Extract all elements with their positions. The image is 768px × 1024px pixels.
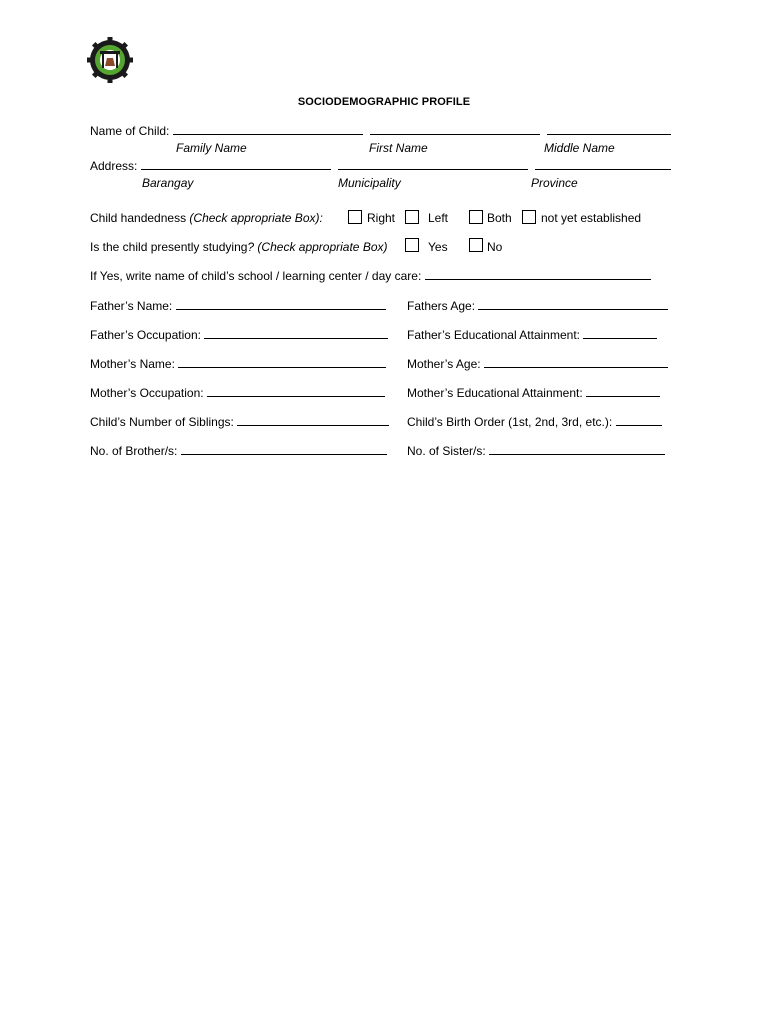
fathers-name-line[interactable] bbox=[176, 299, 386, 310]
fathers-age-line[interactable] bbox=[478, 299, 668, 310]
handedness-label-group bbox=[90, 211, 323, 225]
option-left-label: Left bbox=[428, 211, 449, 225]
fathers-occupation-row bbox=[90, 328, 388, 342]
birth-order-line[interactable] bbox=[616, 415, 662, 426]
checkbox-not-established[interactable] bbox=[522, 210, 536, 224]
mothers-education-label: Mother’s Educational Attainment: bbox=[407, 386, 583, 400]
fathers-age-row bbox=[407, 299, 668, 313]
mothers-age-label: Mother’s Age: bbox=[407, 357, 481, 371]
checkbox-right[interactable] bbox=[348, 210, 362, 224]
first-name-line[interactable] bbox=[370, 124, 540, 135]
family-name-line[interactable] bbox=[173, 124, 363, 135]
municipality-line[interactable] bbox=[338, 159, 528, 170]
handedness-label: Child handedness bbox=[90, 211, 187, 225]
brothers-line[interactable] bbox=[181, 444, 387, 455]
mothers-name-label: Mother’s Name: bbox=[90, 357, 175, 371]
fathers-education-row bbox=[407, 328, 657, 342]
siblings-row bbox=[90, 415, 389, 429]
middle-name-line[interactable] bbox=[547, 124, 671, 135]
barangay-line[interactable] bbox=[141, 159, 331, 170]
studying-hint: ? (Check appropriate Box) bbox=[247, 240, 388, 254]
page-title: SOCIODEMOGRAPHIC PROFILE bbox=[297, 96, 471, 108]
fathers-education-label: Father’s Educational Attainment: bbox=[407, 328, 580, 342]
address-row bbox=[90, 159, 671, 173]
barangay-caption: Barangay bbox=[142, 176, 194, 190]
school-line[interactable] bbox=[425, 269, 651, 280]
fathers-name-row bbox=[90, 299, 386, 313]
mothers-education-row bbox=[407, 386, 660, 400]
brothers-label: No. of Brother/s: bbox=[90, 444, 178, 458]
checkbox-yes[interactable] bbox=[405, 238, 419, 252]
sisters-row bbox=[407, 444, 665, 458]
checkbox-both[interactable] bbox=[469, 210, 483, 224]
option-yes-label: Yes bbox=[428, 240, 448, 254]
checkbox-no[interactable] bbox=[469, 238, 483, 252]
province-line[interactable] bbox=[535, 159, 671, 170]
option-right-label: Right bbox=[367, 211, 396, 225]
mothers-occupation-line[interactable] bbox=[207, 386, 385, 397]
municipality-caption: Municipality bbox=[338, 176, 401, 190]
mothers-occupation-label: Mother’s Occupation: bbox=[90, 386, 204, 400]
mothers-education-line[interactable] bbox=[586, 386, 660, 397]
siblings-line[interactable] bbox=[237, 415, 389, 426]
mothers-occupation-row bbox=[90, 386, 385, 400]
studying-label-group bbox=[90, 240, 388, 254]
school-row bbox=[90, 269, 651, 283]
option-both-label: Both bbox=[487, 211, 512, 225]
studying-label: Is the child presently studying bbox=[90, 240, 248, 254]
address-label: Address: bbox=[90, 159, 138, 173]
fathers-occupation-label: Father’s Occupation: bbox=[90, 328, 201, 342]
province-caption: Province bbox=[531, 176, 578, 190]
fathers-occupation-line[interactable] bbox=[204, 328, 388, 339]
handedness-hint: (Check appropriate Box): bbox=[189, 211, 323, 225]
birth-order-row bbox=[407, 415, 662, 429]
mothers-age-row bbox=[407, 357, 668, 371]
first-name-caption: First Name bbox=[369, 141, 428, 155]
school-label: If Yes, write name of child’s school / learning center / day care: bbox=[90, 269, 422, 283]
birth-order-label: Child’s Birth Order (1st, 2nd, 3rd, etc.): bbox=[407, 415, 613, 429]
mothers-name-line[interactable] bbox=[178, 357, 386, 368]
name-of-child-row bbox=[90, 124, 671, 138]
fathers-education-line[interactable] bbox=[583, 328, 657, 339]
mothers-age-line[interactable] bbox=[484, 357, 668, 368]
checkbox-left[interactable] bbox=[405, 210, 419, 224]
family-name-caption: Family Name bbox=[176, 141, 247, 155]
fathers-age-label: Fathers Age: bbox=[407, 299, 476, 313]
siblings-label: Child’s Number of Siblings: bbox=[90, 415, 234, 429]
option-not-established-label: not yet established bbox=[541, 211, 642, 225]
middle-name-caption: Middle Name bbox=[544, 141, 615, 155]
sisters-label: No. of Sister/s: bbox=[407, 444, 486, 458]
seal-gear-icon bbox=[86, 36, 134, 84]
name-of-child-label: Name of Child: bbox=[90, 124, 170, 138]
brothers-row bbox=[90, 444, 387, 458]
mothers-name-row bbox=[90, 357, 386, 371]
option-no-label: No bbox=[487, 240, 503, 254]
fathers-name-label: Father’s Name: bbox=[90, 299, 173, 313]
sisters-line[interactable] bbox=[489, 444, 665, 455]
